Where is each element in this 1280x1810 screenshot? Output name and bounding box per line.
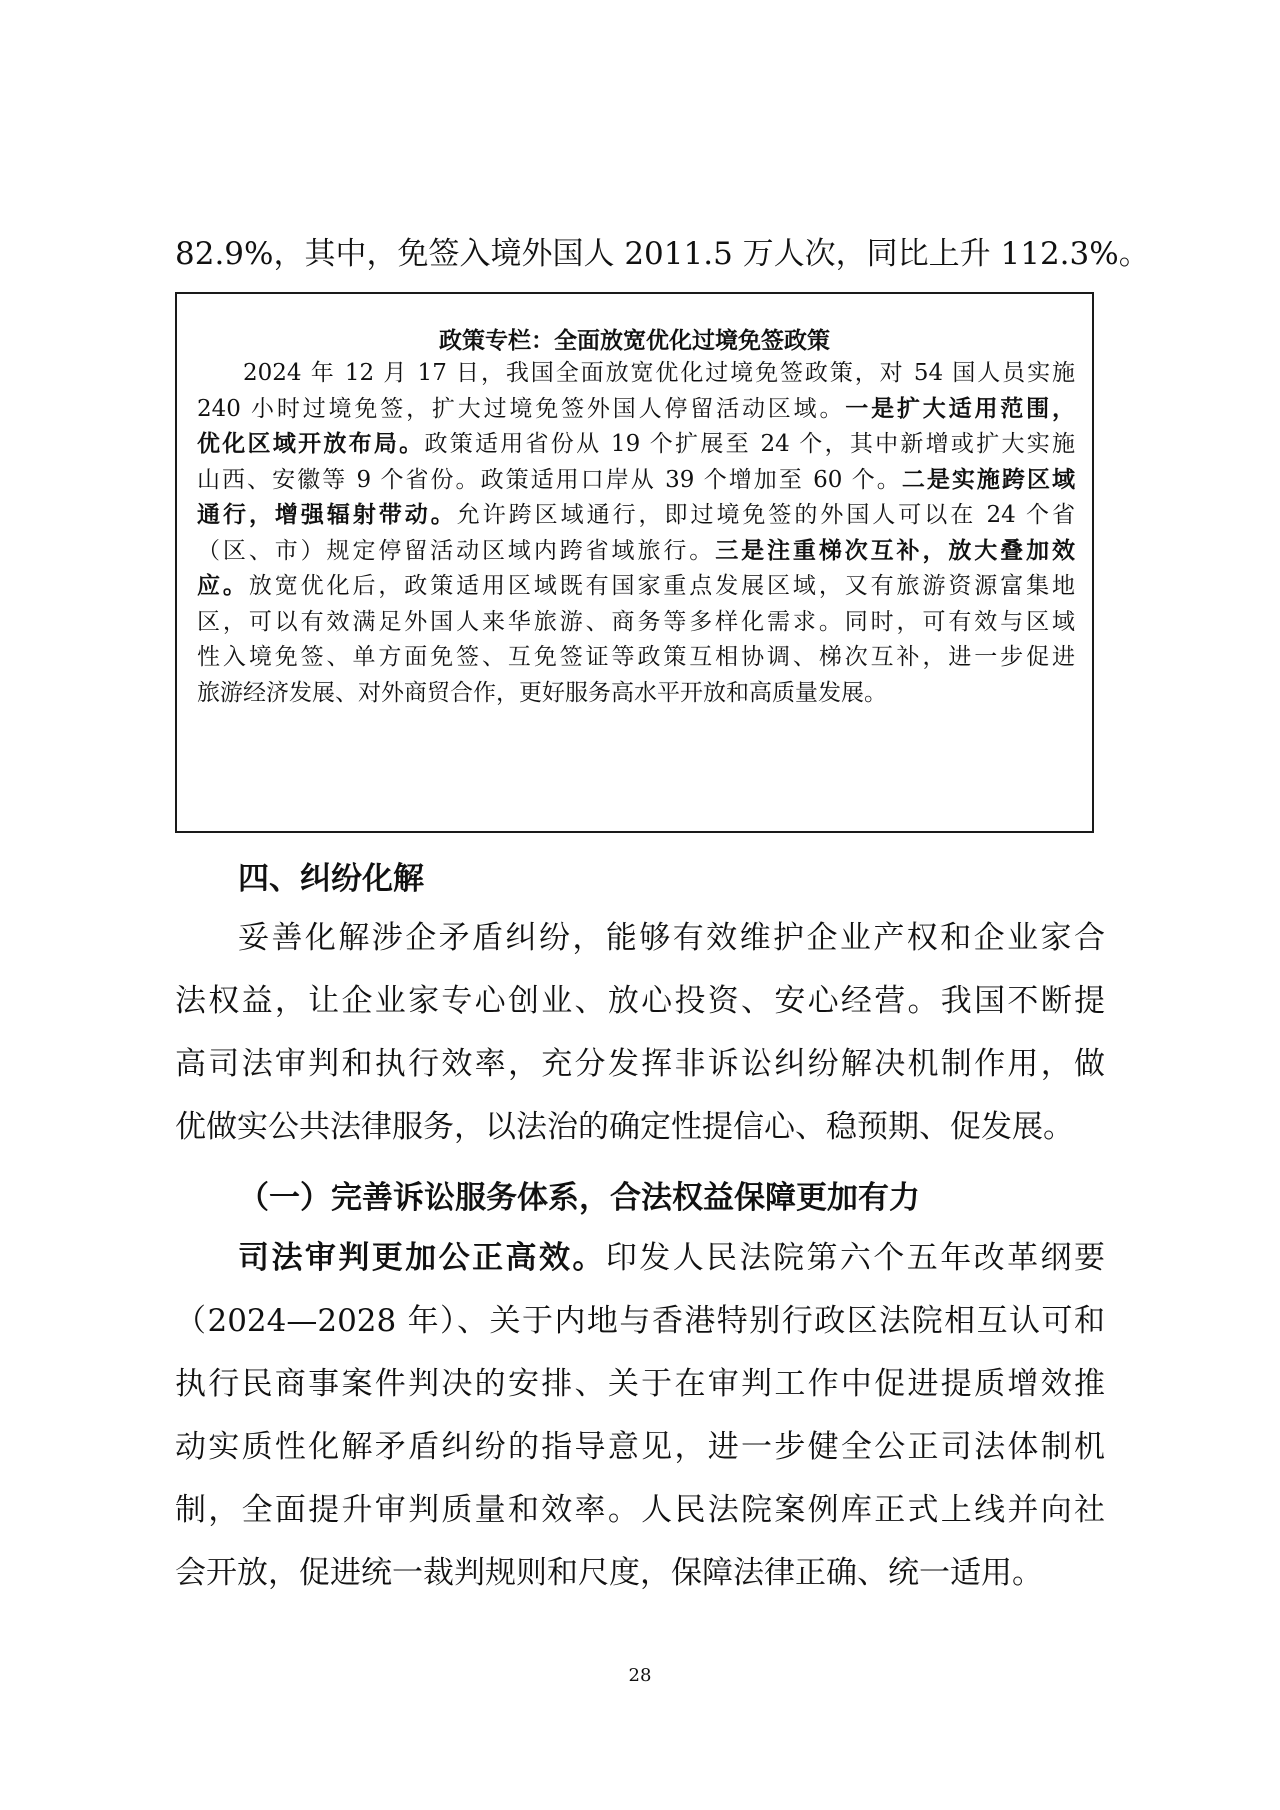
policy-box-title: 政策专栏：全面放宽优化过境免签政策 — [439, 328, 830, 354]
policy-box-text: 240 小时过境免签，扩大过境免签外国人停留活动区域。 — [197, 396, 846, 422]
judicial-lead-bold: 司法审判更加公正高效。 — [238, 1240, 606, 1276]
section-paragraph-line: 高司法审判和执行效率，充分发挥非诉讼纠纷解决机制作用，做 — [175, 1046, 1105, 1082]
policy-box — [175, 292, 1094, 833]
policy-box-text: （区、市）规定停留活动区域内跨省域旅行。 — [197, 538, 716, 564]
policy-box-line — [197, 429, 1075, 459]
policy-box-text: 政策适用省份从 19 个扩展至 24 个，其中新增或扩大实施 — [424, 431, 1076, 457]
judicial-paragraph-line: 制，全面提升审判质量和效率。人民法院案例库正式上线并向社 — [175, 1492, 1105, 1528]
policy-box-bold-text: 通行，增强辐射带动。 — [197, 501, 457, 528]
policy-box-bold-text: 优化区域开放布局。 — [197, 430, 425, 457]
page-number: 28 — [628, 1665, 652, 1686]
section-paragraph-line: 妥善化解涉企矛盾纠纷，能够有效维护企业产权和企业家合 — [238, 920, 1105, 956]
policy-box-text: 区，可以有效满足外国人来华旅游、商务等多样化需求。同时，可有效与区域 — [197, 609, 1075, 635]
subsection-heading: （一）完善诉讼服务体系，合法权益保障更加有力 — [238, 1180, 920, 1216]
policy-box-line — [243, 358, 1075, 388]
policy-box-line — [197, 394, 1075, 424]
judicial-paragraph-line: 动实质性化解矛盾纠纷的指导意见，进一步健全公正司法体制机 — [175, 1429, 1105, 1465]
policy-box-text: 性入境免签、单方面免签、互免签证等政策互相协调、梯次互补，进一步促进 — [197, 644, 1075, 670]
judicial-paragraph-line: 会开放，促进统一裁判规则和尺度，保障法律正确、统一适用。 — [175, 1555, 1043, 1591]
policy-box-text: 山西、安徽等 9 个省份。政策适用口岸从 39 个增加至 60 个。 — [197, 467, 902, 493]
policy-box-line — [197, 607, 1075, 637]
section-paragraph-line: 法权益，让企业家专心创业、放心投资、安心经营。我国不断提 — [175, 983, 1105, 1019]
policy-box-text: 2024 年 12 月 17 日，我国全面放宽优化过境免签政策，对 54 国人员实施 — [243, 360, 1075, 386]
intro-line: 82.9%，其中，免签入境外国人 2011.5 万人次，同比上升 112.3%。 — [175, 236, 1150, 272]
section-heading: 四、纠纷化解 — [238, 861, 424, 897]
policy-box-text: 允许跨区域通行，即过境免签的外国人可以在 24 个省 — [456, 502, 1076, 528]
policy-box-line — [197, 642, 1075, 672]
judicial-lead-line — [238, 1240, 1105, 1276]
policy-box-bold-text: 三是注重梯次互补，放大叠加效 — [715, 537, 1076, 564]
judicial-paragraph-line: 执行民商事案件判决的安排、关于在审判工作中促进提质增效推 — [175, 1366, 1105, 1402]
section-paragraph-line: 优做实公共法律服务，以法治的确定性提信心、稳预期、促发展。 — [175, 1109, 1074, 1145]
policy-box-bold-text: 二是实施跨区域 — [901, 466, 1075, 493]
policy-box-line — [197, 465, 1075, 495]
judicial-lead-text: 印发人民法院第六个五年改革纲要 — [605, 1240, 1106, 1276]
policy-box-text: 放宽优化后，政策适用区域既有国家重点发展区域，又有旅游资源富集地 — [248, 573, 1076, 599]
judicial-paragraph-line: （2024—2028 年）、关于内地与香港特别行政区法院相互认可和 — [175, 1303, 1105, 1339]
policy-box-line — [197, 571, 1075, 601]
policy-box-line — [197, 678, 1075, 708]
policy-box-line — [197, 500, 1075, 530]
policy-box-bold-text: 应。 — [197, 572, 249, 599]
policy-box-text: 旅游经济发展、对外商贸合作，更好服务高水平开放和高质量发展。 — [197, 680, 887, 706]
policy-box-line — [197, 536, 1075, 566]
policy-box-bold-text: 一是扩大适用范围， — [845, 395, 1075, 422]
